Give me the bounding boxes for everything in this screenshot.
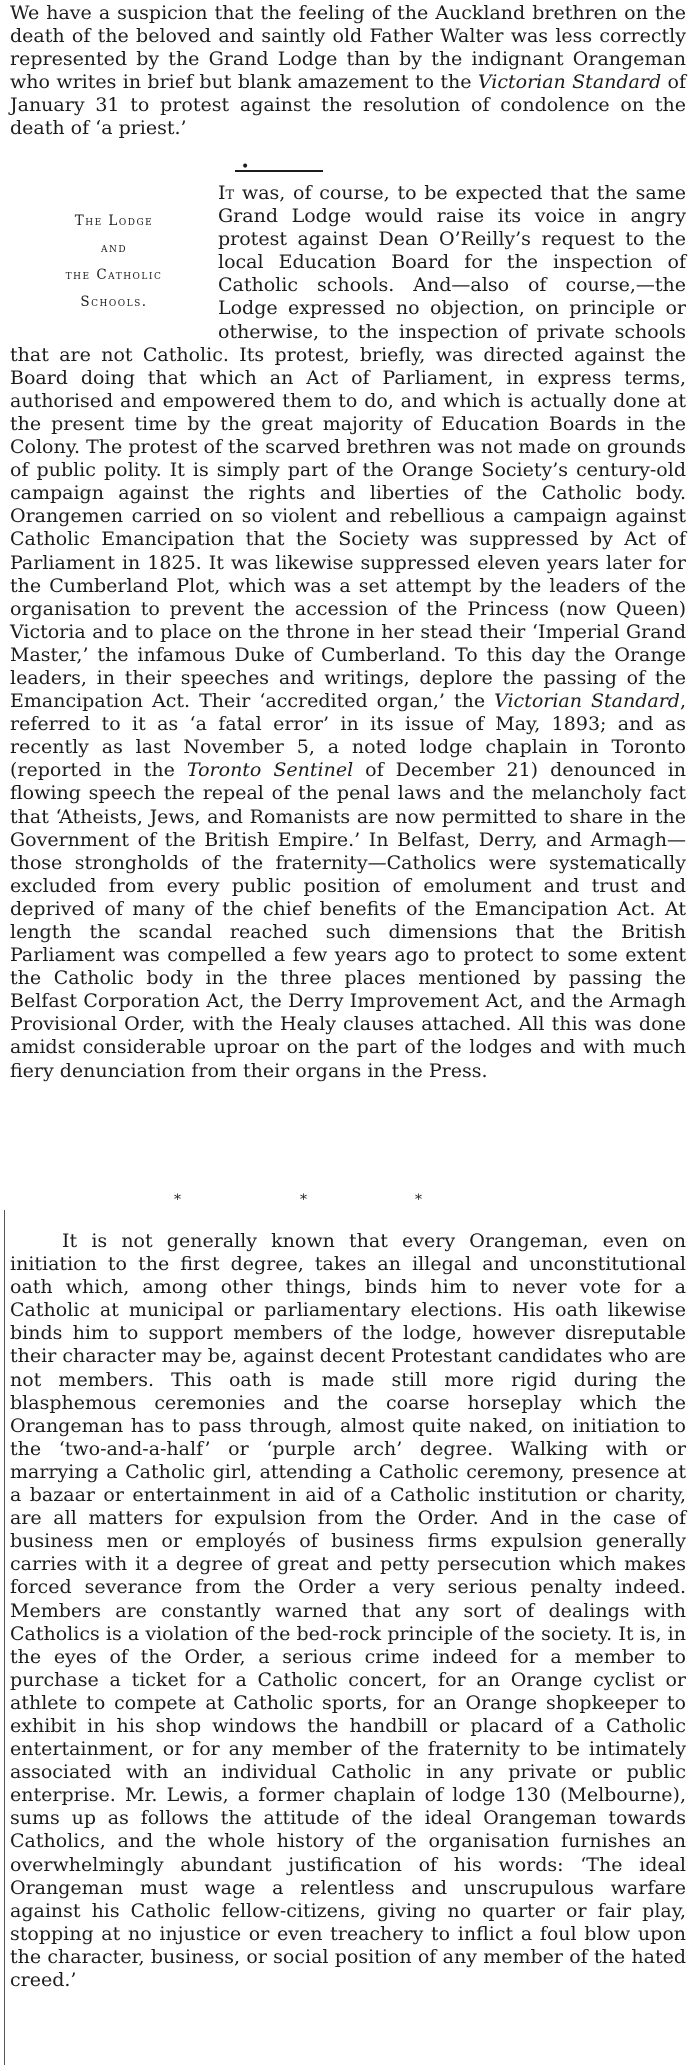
separator-star: * [174,1192,181,1208]
paragraph-auckland-brethren [10,2,686,141]
newspaper-title: Victorian Standard [494,690,680,713]
paragraph-text: We have a suspicion that the feeling of the Auckland brethren on the death of the beloved and saintly old Father Walter was less correctly represented by the Grand Lodge than by the indignant Orangeman who writes in brief but blank amazement to the [10,2,686,94]
separator-star: * [415,1192,422,1208]
paragraph-text: of December 21) denounced in flowing speech the repeal of the penal laws and the melancholy fact that ‘Atheists, Jews, and Romanists are now permitted to share in the Government of the British Empire.’ In Belfast, Derry, and Armagh—those strongholds of the fraternity—Catholics were systematically excluded from every public position of emolument and trust and deprived of many of the chief benefits of the Emancipation Act. At length the scandal reached such dimensions that the British Parliament was compelled a few years ago to protect to some extent the Catholic body in the three places mentioned by passing the Belfast Corporation Act, the Derry Improvement Act, and the Armagh Provisional Order, with the Healy clauses attached. All this was done amidst considerable uproar on the part of the lodges and with much fiery denunciation from their organs in the Press. [10,759,687,1082]
separator-star: * [300,1192,307,1208]
lead-word: It [218,182,235,204]
section-separator [0,1192,692,1216]
section-rule [235,170,323,172]
paragraph-lodge-schools [10,182,686,1083]
side-heading [10,182,218,342]
side-heading-line: Schools. [80,294,148,310]
paragraph-text: , referred to it as ‘a fatal error’ in its issue of May, 1893; and as recently as last November 5, a noted lodge chaplain in Toronto (reported in the [10,690,686,782]
ornament-dot: • [241,159,250,175]
paragraph-text: was, of course, to be expected that the same Grand Lodge would raise its voice in angry protest against Dean O’Reilly’s request to the local Education Board for the inspection of Catholic schools. And—also of course,—the Lodge expressed no objection, on principle or otherwise, to the inspection of private schools that are not Catholic. Its protest, briefly, was directed against the Board doing that which an Act of Parliament, in express terms, authorised and empowered them to do, and which is actually done at the present time by the great majority of Education Boards in the Colony. The protest of the scarved brethren was not made on grounds of public polity. It is simply part of the Orange Society’s century-old campaign against the rights and liberties of the Catholic body. Orangemen carried on so violent and rebellious a campaign against Catholic Emancipation that the Society was suppressed by Act of Parliament in 1825. It was likewise suppressed eleven years later for the Cumberland Plot, which was a set attempt by the leaders of the organisation to prevent the accession of the Princess (now Queen) Victoria and to place on the throne in her stead their ‘Imperial Grand Master,’ the infamous Duke of Cumberland. To this day the Orange leaders, in their speeches and writings, deplore the passing of the Emancipation Act. Their ‘accredited organ,’ the [10,182,686,713]
newspaper-title: Toronto Sentinel [186,759,354,782]
side-heading-line: the Catholic [65,267,163,283]
paragraph-orange-oath: It is not generally known that every Orangeman, even on initiation to the first degree, takes an illegal and unconstitutional oath which, among other things, binds him to never vote for a Catholic at municipal or parliamentary elections. His oath likewise binds him to support members of the lodge, however disreputable their character may be, against decent Protestant candidates who are not members. This oath is made still more rigid during the blasphemous ceremonies and the coarse horseplay which the Orangeman has to pass through, almost quite naked, on initiation to the ‘two-and-a-half’ or ‘purple arch’ degree. Walking with or marrying a Catholic girl, attending a Catholic ceremony, presence at a bazaar or entertainment in aid of a Catholic institution or charity, are all matters for expulsion from the Order. And in the case of business men or employés of business firms expulsion generally carries with it a degree of great and petty persecution which makes forced severance from the Order a very serious penalty indeed. Members are constantly warned that any sort of dealings with Catholics is a violation of the bed-rock principle of the society. It is, in the eyes of the Order, a serious crime indeed for a member to purchase a ticket for a Catholic concert, for an Orange cyclist or athlete to compete at Catholic sports, for an Orange shopkeeper to exhibit in his shop windows the handbill or placard of a Catholic entertainment, or for any member of the fraternity to be intimately associated with an individual Catholic in any private or public enterprise. Mr. Lewis, a former chaplain of lodge 130 (Melbourne), sums up as follows the attitude of the ideal Orangeman towards Catholics, and the whole history of the organisation furnishes an overwhelmingly abundant justification of his words: ‘The ideal Orangeman must wage a relentless and unscrupulous warfare against his Catholic fellow-citizens, giving no quarter or fair play, stopping at no injustice or even treachery to inflict a foul blow upon the character, business, or social position of any member of the hated creed.’ [10,1230,686,1991]
side-heading-line: and [100,240,128,256]
newspaper-title: Victorian Standard [477,71,662,94]
side-heading-line: The Lodge [74,213,154,229]
paragraph-text: of January 31 to protest against the resolution of condolence on the death of ‘a priest.’ [10,71,686,140]
column-rule [4,1210,5,2065]
